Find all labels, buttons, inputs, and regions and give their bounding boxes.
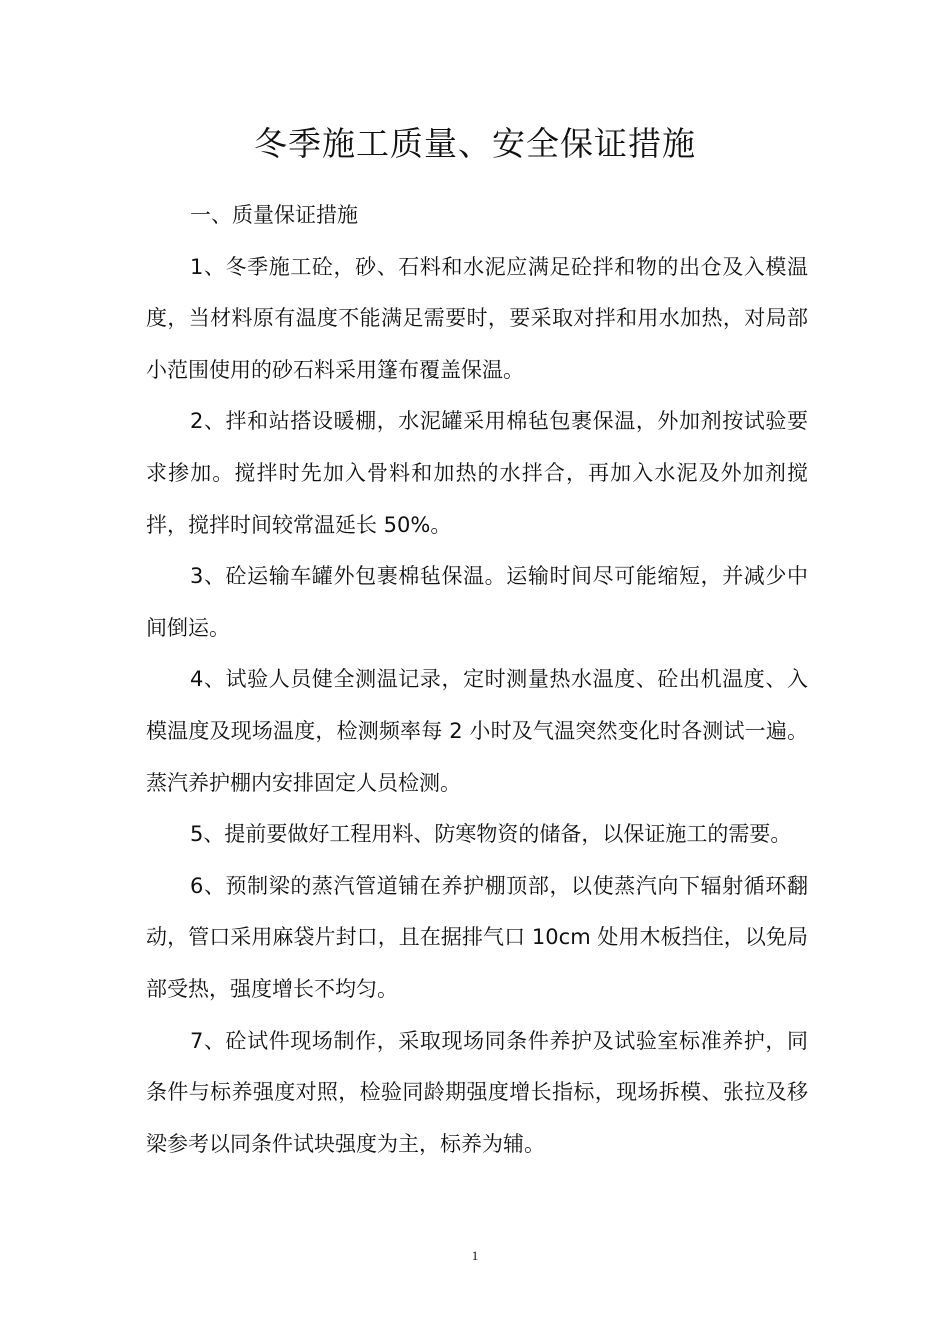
- paragraph-2: 2、拌和站搭设暖棚，水泥罐采用棉毡包裹保温，外加剂按试验要求掺加。搅拌时先加入骨料和加热的水拌合，再加入水泥及外加剂搅拌，搅拌时间较常温延长 50%。: [146, 409, 808, 537]
- page-number: 1: [471, 1248, 479, 1263]
- paragraph-7: 7、砼试件现场制作，采取现场同条件养护及试验室标准养护，同条件与标养强度对照，检验同龄期强度增长指标，现场拆模、张拉及移梁参考以同条件试块强度为主，标养为辅。: [146, 1028, 808, 1156]
- section-heading: 一、质量保证措施: [190, 203, 358, 227]
- paragraph-1: 1、冬季施工砼，砂、石料和水泥应满足砼拌和物的出仓及入模温度，当材料原有温度不能满足需要时，要采取对拌和用水加热，对局部小范围使用的砂石料采用篷布覆盖保温。: [146, 254, 808, 382]
- paragraph-5: 5、提前要做好工程用料、防寒物资的储备，以保证施工的需要。: [190, 822, 792, 847]
- paragraph-6: 6、预制梁的蒸汽管道铺在养护棚顶部，以使蒸汽向下辐射循环翻动，管口采用麻袋片封口，且在据排气口 10cm 处用木板挡住，以免局部受热，强度增长不均匀。: [146, 873, 808, 1001]
- document-title: 冬季施工质量、安全保证措施: [254, 124, 696, 163]
- paragraph-4: 4、试验人员健全测温记录，定时测量热水温度、砼出机温度、入模温度及现场温度，检测频率每 2 小时及气温突然变化时各测试一遍。蒸汽养护棚内安排固定人员检测。: [146, 667, 808, 795]
- document-body: [146, 190, 808, 1170]
- paragraph-3: 3、砼运输车罐外包裹棉毡保温。运输时间尽可能缩短，并减少中间倒运。: [146, 564, 808, 640]
